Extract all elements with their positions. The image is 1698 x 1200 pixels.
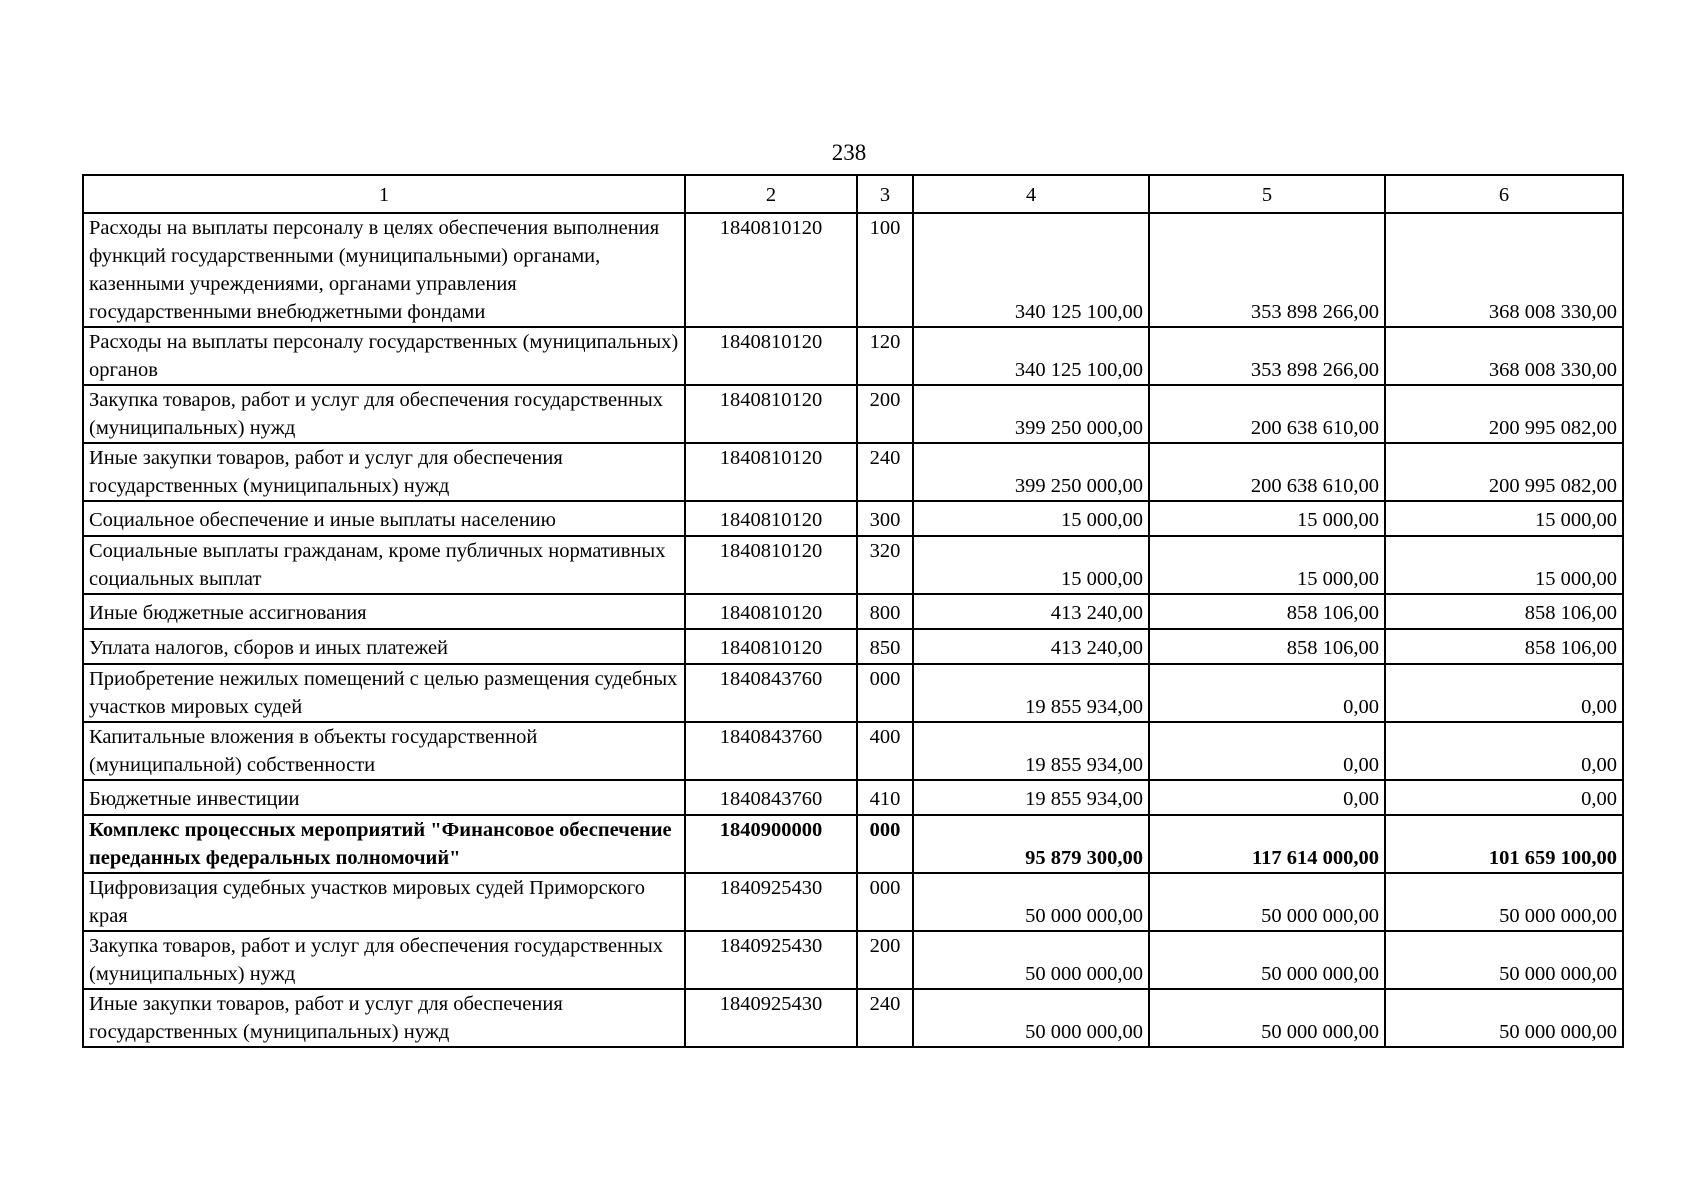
row-code-cell: 1840925430 (685, 873, 857, 931)
table-row (83, 594, 1623, 629)
row-amount-col-5: 353 898 266,00 (1149, 327, 1385, 385)
row-amount-col-5: 858 106,00 (1149, 629, 1385, 664)
row-amount-col-6: 0,00 (1385, 722, 1623, 780)
row-amount-col-4: 413 240,00 (913, 629, 1149, 664)
budget-table (82, 174, 1624, 1048)
row-amount-col-5: 15 000,00 (1149, 536, 1385, 594)
row-amount-col-5: 353 898 266,00 (1149, 213, 1385, 327)
row-type-cell: 000 (857, 815, 913, 873)
row-amount-col-4: 19 855 934,00 (913, 722, 1149, 780)
table-header-row (83, 175, 1623, 213)
table-row (83, 873, 1623, 931)
table-row (83, 536, 1623, 594)
row-code-cell: 1840843760 (685, 780, 857, 815)
row-amount-col-6: 0,00 (1385, 664, 1623, 722)
row-name-cell: Уплата налогов, сборов и иных платежей (83, 629, 685, 664)
row-code-cell: 1840925430 (685, 989, 857, 1047)
row-type-cell: 000 (857, 664, 913, 722)
row-amount-col-4: 50 000 000,00 (913, 873, 1149, 931)
row-amount-col-5: 50 000 000,00 (1149, 931, 1385, 989)
header-col-6: 6 (1385, 175, 1623, 213)
row-type-cell: 240 (857, 989, 913, 1047)
table-row (83, 780, 1623, 815)
row-type-cell: 300 (857, 501, 913, 536)
row-type-cell: 400 (857, 722, 913, 780)
row-amount-col-4: 399 250 000,00 (913, 385, 1149, 443)
row-type-cell: 850 (857, 629, 913, 664)
row-name-cell: Социальное обеспечение и иные выплаты населению (83, 501, 685, 536)
row-amount-col-4: 340 125 100,00 (913, 327, 1149, 385)
table-row (83, 629, 1623, 664)
header-col-3: 3 (857, 175, 913, 213)
row-amount-col-5: 50 000 000,00 (1149, 873, 1385, 931)
row-name-cell: Бюджетные инвестиции (83, 780, 685, 815)
row-name-cell: Иные закупки товаров, работ и услуг для обеспечения государственных (муниципальных) нужд (83, 989, 685, 1047)
row-type-cell: 240 (857, 443, 913, 501)
row-code-cell: 1840810120 (685, 443, 857, 501)
row-amount-col-4: 19 855 934,00 (913, 664, 1149, 722)
row-amount-col-5: 50 000 000,00 (1149, 989, 1385, 1047)
header-col-4: 4 (913, 175, 1149, 213)
row-amount-col-6: 368 008 330,00 (1385, 327, 1623, 385)
row-name-cell: Иные бюджетные ассигнования (83, 594, 685, 629)
table-row (83, 931, 1623, 989)
row-amount-col-6: 15 000,00 (1385, 501, 1623, 536)
table-row (83, 664, 1623, 722)
row-code-cell: 1840843760 (685, 722, 857, 780)
row-amount-col-6: 50 000 000,00 (1385, 931, 1623, 989)
row-name-cell: Социальные выплаты гражданам, кроме публичных нормативных социальных выплат (83, 536, 685, 594)
row-code-cell: 1840810120 (685, 327, 857, 385)
table-row (83, 327, 1623, 385)
row-amount-col-5: 0,00 (1149, 664, 1385, 722)
header-col-5: 5 (1149, 175, 1385, 213)
row-code-cell: 1840900000 (685, 815, 857, 873)
row-code-cell: 1840810120 (685, 629, 857, 664)
row-amount-col-6: 368 008 330,00 (1385, 213, 1623, 327)
row-amount-col-4: 413 240,00 (913, 594, 1149, 629)
table-row (83, 385, 1623, 443)
row-code-cell: 1840810120 (685, 536, 857, 594)
row-amount-col-6: 50 000 000,00 (1385, 873, 1623, 931)
row-amount-col-6: 101 659 100,00 (1385, 815, 1623, 873)
row-code-cell: 1840925430 (685, 931, 857, 989)
table-row (83, 722, 1623, 780)
row-type-cell: 200 (857, 931, 913, 989)
row-code-cell: 1840810120 (685, 594, 857, 629)
row-amount-col-5: 200 638 610,00 (1149, 385, 1385, 443)
row-amount-col-5: 0,00 (1149, 722, 1385, 780)
row-amount-col-4: 15 000,00 (913, 501, 1149, 536)
row-type-cell: 120 (857, 327, 913, 385)
row-code-cell: 1840810120 (685, 501, 857, 536)
header-col-1: 1 (83, 175, 685, 213)
table-row (83, 815, 1623, 873)
row-amount-col-4: 15 000,00 (913, 536, 1149, 594)
page-number: 238 (831, 140, 867, 165)
row-name-cell: Капитальные вложения в объекты государственной (муниципальной) собственности (83, 722, 685, 780)
row-amount-col-5: 200 638 610,00 (1149, 443, 1385, 501)
row-amount-col-5: 0,00 (1149, 780, 1385, 815)
row-name-cell: Расходы на выплаты персоналу государственных (муниципальных) органов (83, 327, 685, 385)
row-amount-col-4: 50 000 000,00 (913, 931, 1149, 989)
row-code-cell: 1840810120 (685, 385, 857, 443)
row-name-cell: Приобретение нежилых помещений с целью размещения судебных участков мировых судей (83, 664, 685, 722)
row-type-cell: 100 (857, 213, 913, 327)
row-name-cell: Закупка товаров, работ и услуг для обеспечения государственных (муниципальных) нужд (83, 931, 685, 989)
row-amount-col-6: 0,00 (1385, 780, 1623, 815)
row-code-cell: 1840810120 (685, 213, 857, 327)
row-name-cell: Иные закупки товаров, работ и услуг для обеспечения государственных (муниципальных) нужд (83, 443, 685, 501)
row-amount-col-5: 117 614 000,00 (1149, 815, 1385, 873)
table-row (83, 501, 1623, 536)
row-amount-col-5: 858 106,00 (1149, 594, 1385, 629)
row-name-cell: Комплекс процессных мероприятий "Финансовое обеспечение переданных федеральных полномочий" (83, 815, 685, 873)
row-amount-col-4: 95 879 300,00 (913, 815, 1149, 873)
row-amount-col-4: 50 000 000,00 (913, 989, 1149, 1047)
row-amount-col-6: 50 000 000,00 (1385, 989, 1623, 1047)
row-type-cell: 320 (857, 536, 913, 594)
row-name-cell: Закупка товаров, работ и услуг для обеспечения государственных (муниципальных) нужд (83, 385, 685, 443)
table-row (83, 989, 1623, 1047)
row-amount-col-4: 340 125 100,00 (913, 213, 1149, 327)
header-col-2: 2 (685, 175, 857, 213)
row-amount-col-6: 858 106,00 (1385, 594, 1623, 629)
row-type-cell: 800 (857, 594, 913, 629)
row-amount-col-6: 200 995 082,00 (1385, 443, 1623, 501)
table-row (83, 213, 1623, 327)
row-amount-col-6: 15 000,00 (1385, 536, 1623, 594)
row-amount-col-6: 858 106,00 (1385, 629, 1623, 664)
table-row (83, 443, 1623, 501)
row-name-cell: Расходы на выплаты персоналу в целях обеспечения выполнения функций государственными (муниципальными) органами, казенными учреждениями, органами управления государственными внебюджетными фондами (83, 213, 685, 327)
row-code-cell: 1840843760 (685, 664, 857, 722)
row-amount-col-4: 19 855 934,00 (913, 780, 1149, 815)
row-type-cell: 000 (857, 873, 913, 931)
row-name-cell: Цифровизация судебных участков мировых судей Приморского края (83, 873, 685, 931)
row-amount-col-4: 399 250 000,00 (913, 443, 1149, 501)
row-amount-col-6: 200 995 082,00 (1385, 385, 1623, 443)
row-amount-col-5: 15 000,00 (1149, 501, 1385, 536)
row-type-cell: 410 (857, 780, 913, 815)
row-type-cell: 200 (857, 385, 913, 443)
